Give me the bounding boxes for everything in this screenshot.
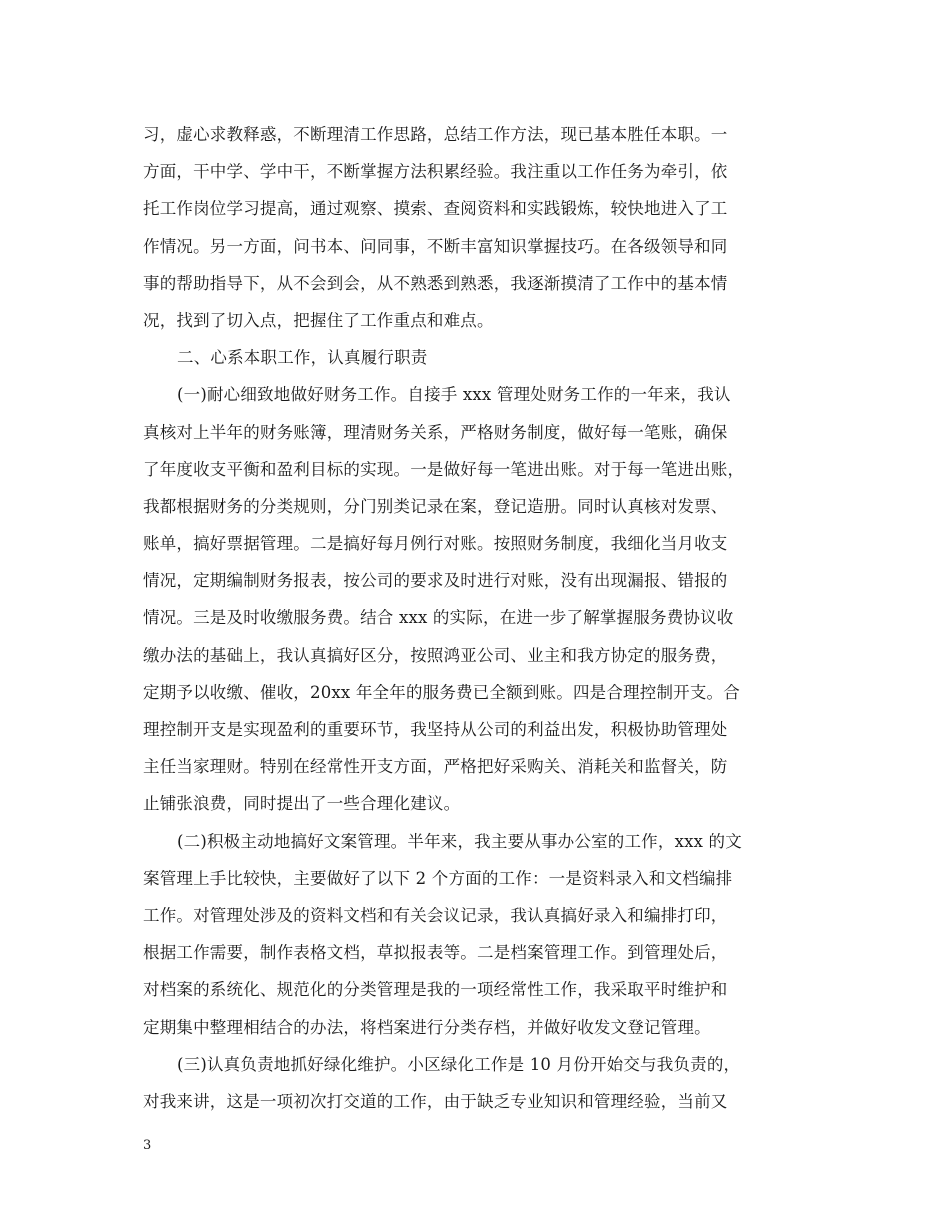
page-number: 3 xyxy=(143,1138,152,1153)
text-line: 我都根据财务的分类规则，分门别类记录在案，登记造册。同时认真核对发票、 xyxy=(143,496,728,516)
text-line: 主任当家理财。特别在经常性开支方面，严格把好采购关、消耗关和监督关，防 xyxy=(143,757,728,777)
text-line: 事的帮助指导下，从不会到会，从不熟悉到熟悉，我逐渐摸清了工作中的基本情 xyxy=(143,273,728,293)
text-line: 托工作岗位学习提高，通过观察、摸索、查阅资料和实践锻炼，较快地进入了工 xyxy=(143,199,728,219)
text-line: 工作。对管理处涉及的资料文档和有关会议记录，我认真搞好录入和编排打印， xyxy=(143,905,728,925)
text-line: (一)耐心细致地做好财务工作。自接手 xxx 管理处财务工作的一年来，我认 xyxy=(177,385,731,405)
text-line: 真核对上半年的财务账簿，理清财务关系，严格财务制度，做好每一笔账，确保 xyxy=(143,422,728,442)
text-line: 况，找到了切入点，把握住了工作重点和难点。 xyxy=(143,310,494,330)
text-line: 对我来讲，这是一项初次打交道的工作，由于缺乏专业知识和管理经验，当前又 xyxy=(143,1091,728,1111)
text-line: 定期集中整理相结合的办法，将档案进行分类存档，并做好收发文登记管理。 xyxy=(143,1017,711,1037)
text-line: 作情况。另一方面，问书本、问同事，不断丰富知识掌握技巧。在各级领导和同 xyxy=(143,236,728,256)
text-line: 定期予以收缴、催收，20xx 年全年的服务费已全额到账。四是合理控制开支。合 xyxy=(143,682,740,702)
text-line: 对档案的系统化、规范化的分类管理是我的一项经常性工作，我采取平时维护和 xyxy=(143,980,728,1000)
text-line: 案管理上手比较快，主要做好了以下 2 个方面的工作：一是资料录入和文档编排 xyxy=(143,868,733,888)
text-line: 习，虚心求教释惑，不断理清工作思路，总结工作方法，现已基本胜任本职。一 xyxy=(143,125,728,144)
text-line: (二)积极主动地搞好文案管理。半年来，我主要从事办公室的工作，xxx 的文 xyxy=(177,831,742,851)
text-line: 止铺张浪费，同时提出了一些合理化建议。 xyxy=(143,794,461,814)
text-line: 情况。三是及时收缴服务费。结合 xxx 的实际，在进一步了解掌握服务费协议收 xyxy=(143,608,734,628)
text-line: (三)认真负责地抓好绿化维护。小区绿化工作是 10 月份开始交与我负责的， xyxy=(177,1054,741,1074)
text-line: 根据工作需要，制作表格文档，草拟报表等。二是档案管理工作。到管理处后， xyxy=(143,943,728,963)
text-line: 账单，搞好票据管理。二是搞好每月例行对账。按照财务制度，我细化当月收支 xyxy=(143,534,728,554)
text-line: 理控制开支是实现盈利的重要环节，我坚持从公司的利益出发，积极协助管理处 xyxy=(143,720,728,739)
text-line: 缴办法的基础上，我认真搞好区分，按照鸿亚公司、业主和我方协定的服务费， xyxy=(143,645,728,665)
text-line: 了年度收支平衡和盈利目标的实现。一是做好每一笔进出账。对于每一笔进出账， xyxy=(143,459,745,479)
document-body xyxy=(143,116,813,1120)
text-line: 方面，干中学、学中干，不断掌握方法积累经验。我注重以工作任务为牵引，依 xyxy=(143,162,728,182)
text-line: 情况，定期编制财务报表，按公司的要求及时进行对账，没有出现漏报、错报的 xyxy=(143,571,728,591)
text-line: 二、心系本职工作，认真履行职责 xyxy=(177,348,428,368)
